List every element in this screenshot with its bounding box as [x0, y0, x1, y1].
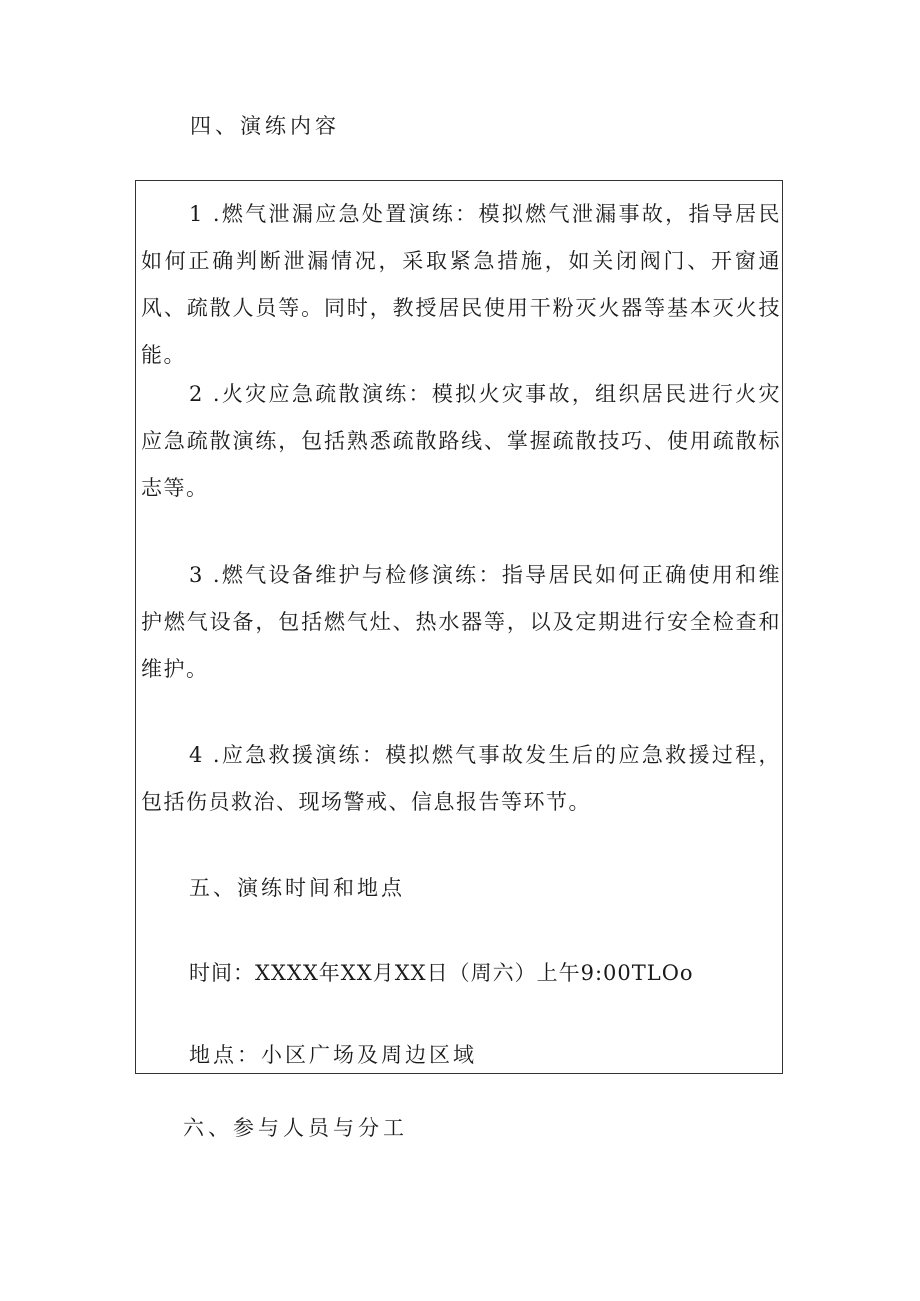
place-line: 地点：小区广场及周边区域 — [189, 1043, 477, 1067]
content-frame — [135, 180, 783, 1074]
drill-item-1: 1 .燃气泄漏应急处置演练：模拟燃气泄漏事故，指导居民如何正确判断泄漏情况，采取紧急措施，如关闭阀门、开窗通风、疏散人员等。同时，教授居民使用干粉灭火器等基本灭火技能。 — [141, 202, 781, 367]
section-4-heading: 四、演练内容 — [190, 114, 340, 138]
section-6-heading: 六、参与人员与分工 — [183, 1116, 408, 1140]
time-line: 时间：XXXX年XX月XX日（周六）上午9:00TLOo — [189, 961, 694, 985]
drill-item-2: 2 .火灾应急疏散演练：模拟火灾事故，组织居民进行火灾应急疏散演练，包括熟悉疏散路线、掌握疏散技巧、使用疏散标志等。 — [141, 382, 781, 500]
drill-item-4: 4 .应急救援演练：模拟燃气事故发生后的应急救援过程，包括伤员救治、现场警戒、信息报告等环节。 — [141, 743, 781, 814]
drill-item-3: 3 .燃气设备维护与检修演练：指导居民如何正确使用和维护燃气设备，包括燃气灶、热水器等，以及定期进行安全检查和维护。 — [141, 563, 781, 681]
section-5-heading: 五、演练时间和地点 — [189, 876, 405, 900]
